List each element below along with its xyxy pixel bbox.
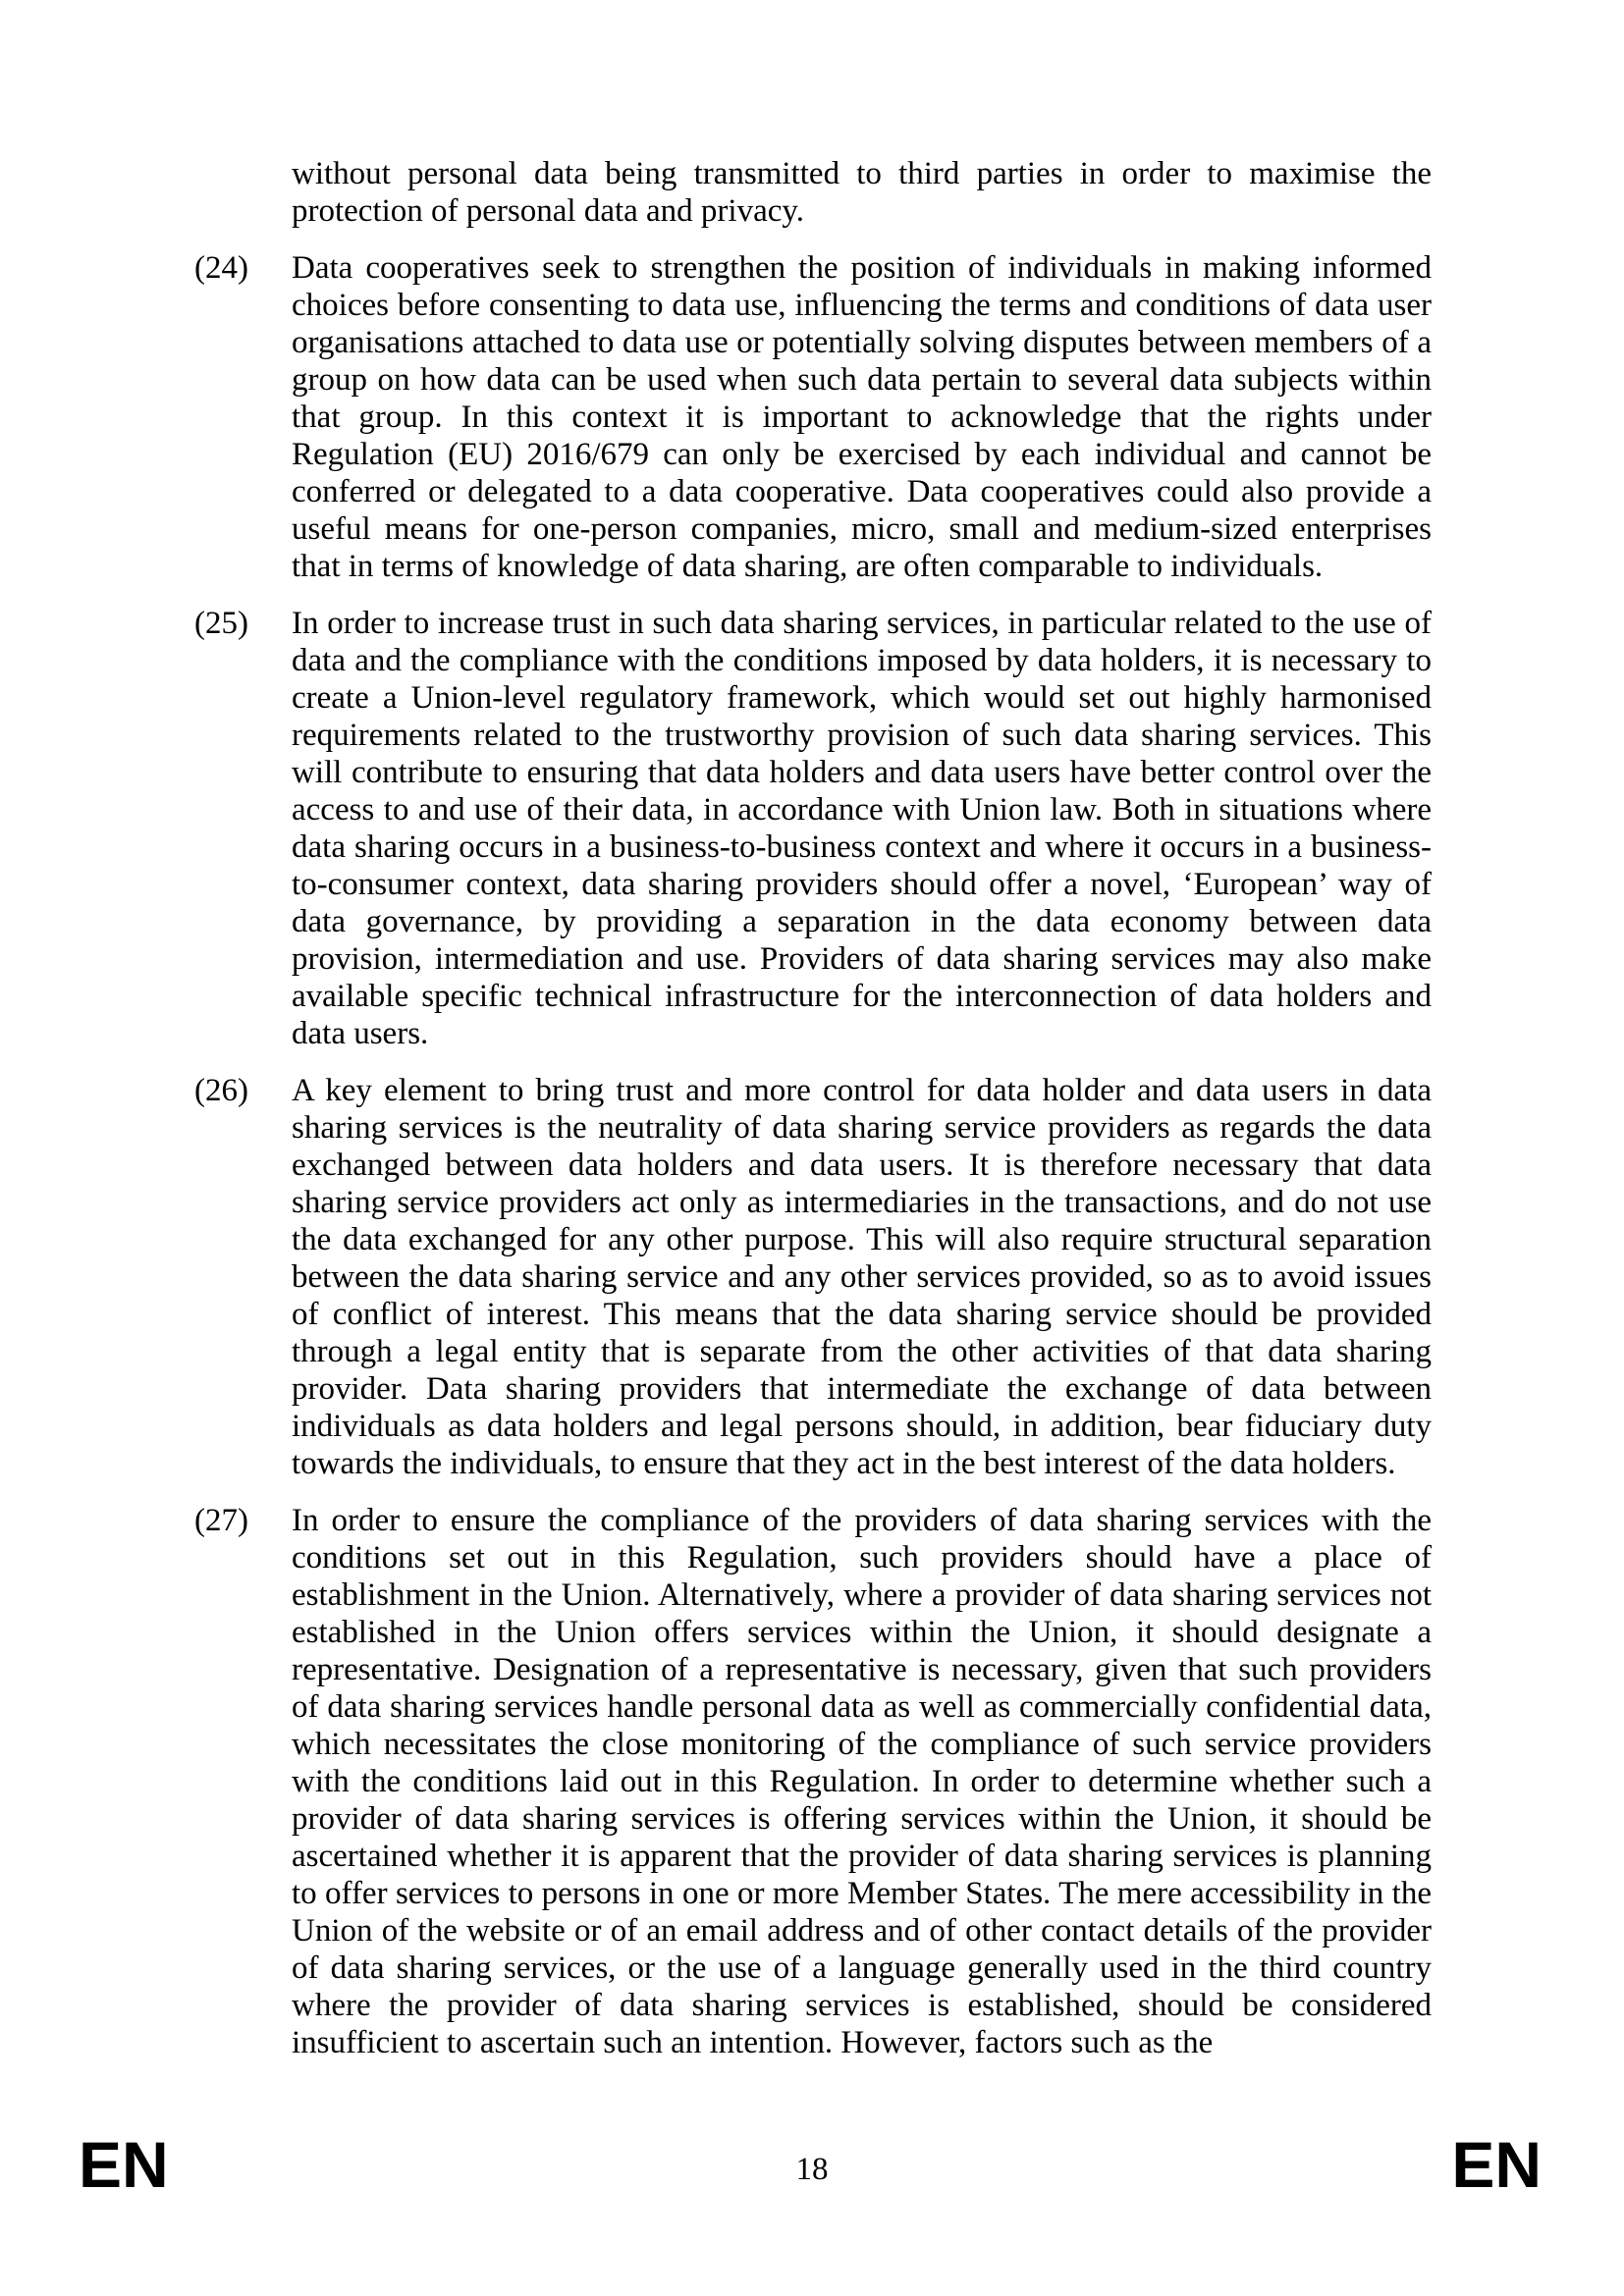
recital-text: In order to ensure the compliance of the providers of data sharing services with the conditions set out in this Regulation, such providers should have a place of establishment in the Union. Alternatively, where a provider of data sharing services not established in the Union offers services within the Union, it should designate a representative. Designation of a representative is necessary, given that such providers of data sharing services handle personal data as well as commercially confidential data, which necessitates the close monitoring of the compliance of such service providers with the conditions laid out in this Regulation. In order to determine whether such a provider of data sharing services is offering services within the Union, it should be ascertained whether it is apparent that the provider of data sharing services is planning to offer services to persons in one or more Member States. The mere accessibility in the Union of the website or of an email address and of other contact details of the provider of data sharing services, or the use of a language generally used in the third country where the provider of data sharing services is established, should be considered insufficient to ascertain such an intention. However, factors such as the: [292, 1503, 1432, 2060]
recital-text: A key element to bring trust and more control for data holder and data users in data sharing services is the neutrality of data sharing service providers as regards the data exchanged between data holders and data users. It is therefore necessary that data sharing service providers act only as intermediaries in the transactions, and do not use the data exchanged for any other purpose. This will also require structural separation between the data sharing service and any other services provided, so as to avoid issues of conflict of interest. This means that the data sharing service should be provided through a legal entity that is separate from the other activities of that data sharing provider. Data sharing providers that intermediate the exchange of data between individuals as data holders and legal persons should, in addition, bear fiduciary duty towards the individuals, to ensure that they act in the best interest of the data holders.: [292, 1073, 1432, 1481]
recital-text: Data cooperatives seek to strengthen the position of individuals in making informed choices before consenting to data use, influencing the terms and conditions of data user organisations attached to data use or potentially solving disputes between members of a group on how data can be used when such data pertain to several data subjects within that group. In this context it is important to acknowledge that the rights under Regulation (EU) 2016/679 can only be exercised by each individual and cannot be conferred or delegated to a data cooperative. Data cooperatives could also provide a useful means for one-person companies, micro, small and medium-sized enterprises that in terms of knowledge of data sharing, are often comparable to individuals.: [292, 250, 1432, 584]
footer-language-code-left: EN: [79, 2128, 169, 2201]
footer-language-code-right: EN: [1451, 2128, 1542, 2201]
recital-text: In order to increase trust in such data sharing services, in particular related to the use of data and the compliance with the conditions imposed by data holders, it is necessary to create a Union-level regulatory framework, which would set out highly harmonised requirements related to the trustworthy provision of such data sharing services. This will contribute to ensuring that data holders and data users have better control over the access to and use of their data, in accordance with Union law. Both in situations where data sharing occurs in a business-to-business context and where it occurs in a business-to-consumer context, data sharing providers should offer a novel, ‘European’ way of data governance, by providing a separation in the data economy between data provision, intermediation and use. Providers of data sharing services may also make available specific technical infrastructure for the interconnection of data holders and data users.: [292, 606, 1432, 1051]
recital-paragraph-24: [194, 249, 1432, 585]
recital-paragraph-27: [194, 1502, 1432, 2061]
recital-paragraph-26: [194, 1072, 1432, 1482]
recital-number: (27): [194, 1503, 248, 1538]
recital-paragraph-25: [194, 605, 1432, 1052]
recital-text: without personal data being transmitted to third parties in order to maximise the protection of personal data and privacy.: [292, 156, 1432, 229]
recitals-text-block: [194, 155, 1432, 2061]
recital-number: (25): [194, 606, 248, 641]
recital-paragraph-continuation: [194, 155, 1432, 230]
recital-number: (26): [194, 1073, 248, 1108]
page-number: 18: [795, 2152, 829, 2187]
recital-number: (24): [194, 250, 248, 286]
